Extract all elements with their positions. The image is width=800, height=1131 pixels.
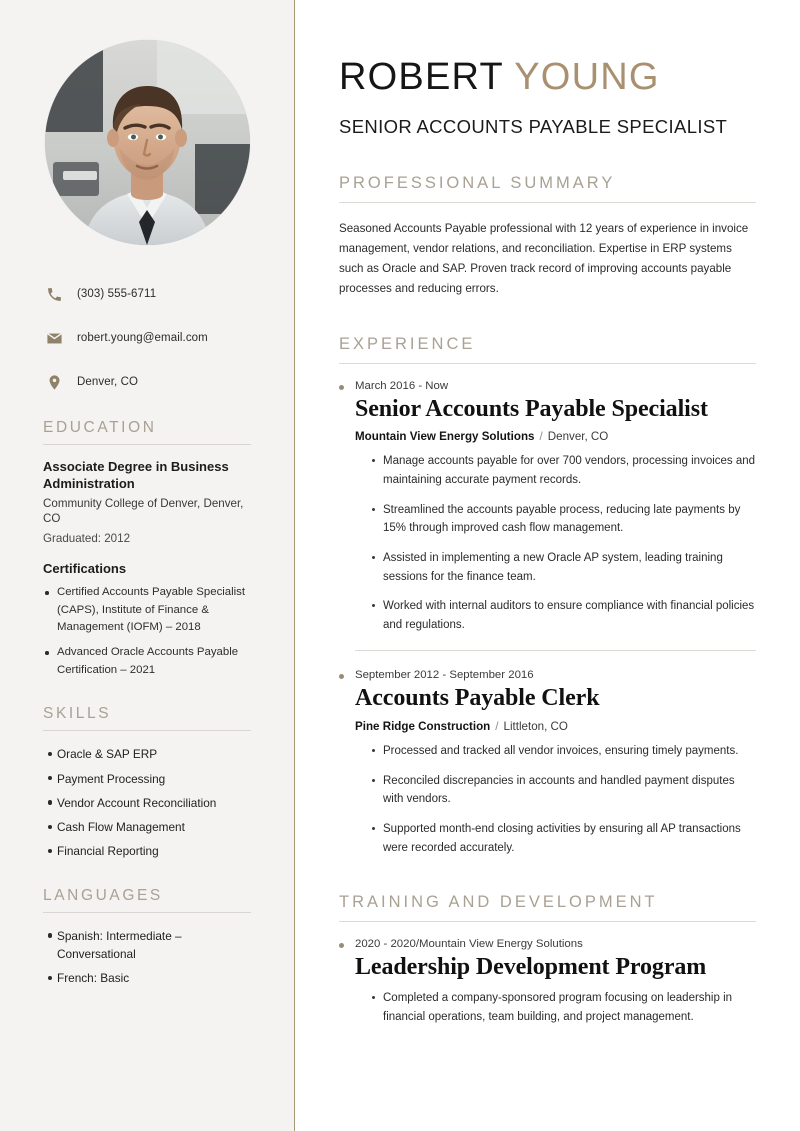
list-item: Reconciled discrepancies in accounts and handled payment disputes with vendors.: [371, 772, 756, 809]
location-value: Denver, CO: [77, 376, 139, 388]
job-headline: SENIOR ACCOUNTS PAYABLE SPECIALIST: [339, 115, 728, 137]
training-org: Mountain View Energy Solutions: [418, 938, 583, 951]
entry-company: Pine Ridge Construction: [355, 720, 491, 734]
entry-divider: [355, 650, 756, 651]
page-title: [339, 58, 756, 98]
entry-separator: /: [539, 430, 543, 444]
email-value: robert.young@email.com: [77, 332, 208, 344]
list-item: Spanish: Intermediate – Conversational: [43, 927, 251, 964]
education-entry: [43, 459, 251, 545]
entry-program-title: Leadership Development Program: [355, 954, 707, 981]
education-graduated: Graduated: 2012: [43, 532, 131, 546]
entry-org-line: [355, 430, 756, 443]
list-item: Payment Processing: [43, 770, 251, 788]
main-content: [295, 0, 800, 1131]
list-item: Manage accounts payable for over 700 vendors, processing invoices and maintaining accurate payment records.: [371, 452, 756, 489]
sidebar: [0, 0, 295, 1131]
list-item: Vendor Account Reconciliation: [43, 794, 251, 812]
education-school: Community College of Denver, Denver, CO: [43, 496, 244, 526]
certifications-block: [43, 561, 251, 679]
section-heading-experience: EXPERIENCE: [339, 335, 756, 364]
contact-email[interactable]: [43, 327, 251, 349]
entry-date: [339, 938, 756, 950]
profile-photo-icon: [45, 40, 250, 245]
entry-job-title: Accounts Payable Clerk: [355, 685, 600, 712]
contact-location[interactable]: [43, 371, 251, 393]
list-item: Financial Reporting: [43, 842, 251, 860]
entry-bullets: [371, 989, 756, 1026]
entry-date: March 2016 - Now: [339, 380, 756, 392]
list-item: Assisted in implementing a new Oracle AP system, leading training sessions for the finance team.: [371, 549, 756, 586]
entry-separator: /: [415, 938, 419, 951]
list-item: Advanced Oracle Accounts Payable Certification – 2021: [43, 644, 251, 679]
entry-location: Littleton, CO: [503, 720, 568, 734]
section-heading-professional-summary: PROFESSIONAL SUMMARY: [339, 174, 756, 203]
education-degree: Associate Degree in Business Administration: [43, 459, 229, 491]
section-heading-training-and-development: TRAINING AND DEVELOPMENT: [339, 893, 756, 922]
envelope-icon: [43, 327, 65, 349]
languages-list: [43, 927, 251, 988]
professional-summary-text: Seasoned Accounts Payable professional with 12 years of experience in invoice management, vendor relations, and reconciliation. Expertise in ERP systems such as Oracle and SAP. Proven track record of improving accounts payable processes and reducing errors.: [339, 221, 749, 295]
first-name: ROBERT: [339, 56, 504, 98]
certifications-list: [43, 584, 251, 679]
list-item: Certified Accounts Payable Specialist (CAPS), Institute of Finance & Management (IOFM) – 2018: [43, 584, 251, 637]
experience-entry: [339, 380, 756, 635]
list-item: Processed and tracked all vendor invoices, ensuring timely payments.: [371, 742, 756, 761]
last-name: YOUNG: [514, 56, 660, 98]
entry-separator: /: [495, 720, 499, 734]
certifications-heading: Certifications: [43, 561, 127, 577]
list-item: Worked with internal auditors to ensure compliance with financial policies and regulations.: [371, 597, 756, 634]
contact-phone[interactable]: [43, 283, 251, 305]
location-pin-icon: [43, 371, 65, 393]
list-item: Supported month-end closing activities by ensuring all AP transactions were recorded accurately.: [371, 820, 756, 857]
experience-entry: [339, 669, 756, 857]
list-item: Completed a company-sponsored program focusing on leadership in financial operations, team building, and project management.: [371, 989, 756, 1026]
entry-bullets: [371, 742, 756, 857]
entry-company: Mountain View Energy Solutions: [355, 430, 535, 444]
entry-org-line: [355, 720, 756, 733]
entry-location: Denver, CO: [547, 430, 609, 444]
avatar: [45, 40, 250, 245]
section-heading-skills: SKILLS: [43, 705, 251, 731]
skills-list: [43, 745, 251, 860]
list-item: Oracle & SAP ERP: [43, 745, 251, 763]
phone-icon: [43, 283, 65, 305]
section-heading-education: EDUCATION: [43, 419, 251, 445]
training-years: 2020 - 2020: [355, 938, 416, 951]
section-heading-languages: LANGUAGES: [43, 887, 251, 913]
entry-bullets: [371, 452, 756, 634]
list-item: French: Basic: [43, 969, 251, 987]
entry-date: September 2012 - September 2016: [339, 669, 756, 681]
profile-photo-wrapper: [43, 0, 251, 245]
contact-list: [43, 283, 251, 393]
training-entry: [339, 938, 756, 1026]
list-item: Streamlined the accounts payable process, reducing late payments by 15% through improved cash flow management.: [371, 501, 756, 538]
entry-job-title: Senior Accounts Payable Specialist: [355, 395, 708, 422]
list-item: Cash Flow Management: [43, 818, 251, 836]
phone-value: (303) 555-6711: [77, 288, 157, 300]
